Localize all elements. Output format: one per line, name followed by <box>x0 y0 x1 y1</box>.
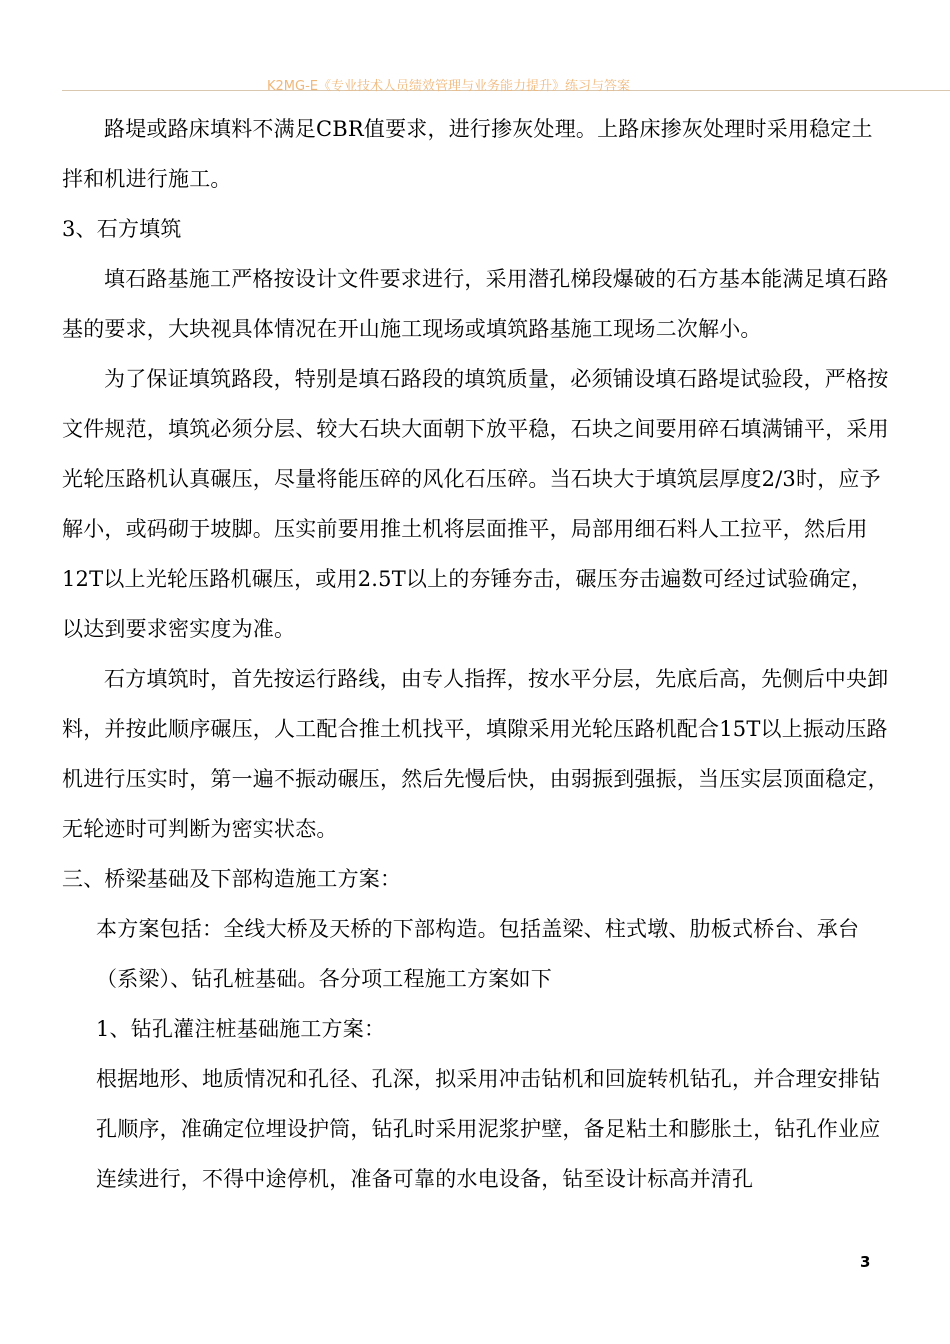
section-heading: 1、钻孔灌注桩基础施工方案： <box>96 1017 386 1041</box>
paragraph: 填石路基施工严格按设计文件要求进行，采用潜孔梯段爆破的石方基本能满足填石路基的要求，大块视具体情况在开山施工现场或填筑路基施工现场二次解小。 <box>62 267 889 341</box>
paragraph: 本方案包括：全线大桥及天桥的下部构造。包括盖梁、柱式墩、肋板式桥台、承台（系梁）、钻孔桩基础。各分项工程施工方案如下 <box>96 917 860 991</box>
paragraph: 根据地形、地质情况和孔径、孔深，拟采用冲击钻机和回旋转机钻孔，并合理安排钻孔顺序，准确定位埋设护筒，钻孔时采用泥浆护壁，备足粘土和膨胀土，钻孔作业应连续进行，不得中途停机，准备可靠的水电设备，钻至设计标高并清孔 <box>96 1067 881 1191</box>
page-number: 3 <box>860 1253 871 1271</box>
document-body <box>62 104 892 1204</box>
paragraph: 路堤或路床填料不满足CBR值要求，进行掺灰处理。上路床掺灰处理时采用稳定土拌和机进行施工。 <box>62 117 873 191</box>
section-heading: 3、石方填筑 <box>62 217 182 241</box>
section-heading: 三、桥梁基础及下部构造施工方案： <box>62 867 402 891</box>
running-header: K2MG-E《专业技术人员绩效管理与业务能力提升》练习与答案 <box>267 79 630 94</box>
paragraph: 为了保证填筑路段，特别是填石路段的填筑质量，必须铺设填石路堤试验段，严格按文件规范，填筑必须分层、较大石块大面朝下放平稳，石块之间要用碎石填满铺平，采用光轮压路机认真碾压，尽量将能压碎的风化石压碎。当石块大于填筑层厚度2/3时，应予解小，或码砌于坡脚。压实前要用推土机将层面推平，局部用细石料人工拉平，然后用12T以上光轮压路机碾压，或用2.5T以上的夯锤夯击，碾压夯击遍数可经过试验确定，以达到要求密实度为准。 <box>62 367 889 641</box>
paragraph: 石方填筑时，首先按运行路线，由专人指挥，按水平分层，先底后高，先侧后中央卸料，并按此顺序碾压，人工配合推土机找平，填隙采用光轮压路机配合15T以上振动压路机进行压实时，第一遍不振动碾压，然后先慢后快，由弱振到强振，当压实层顶面稳定，无轮迹时可判断为密实状态。 <box>62 667 889 841</box>
